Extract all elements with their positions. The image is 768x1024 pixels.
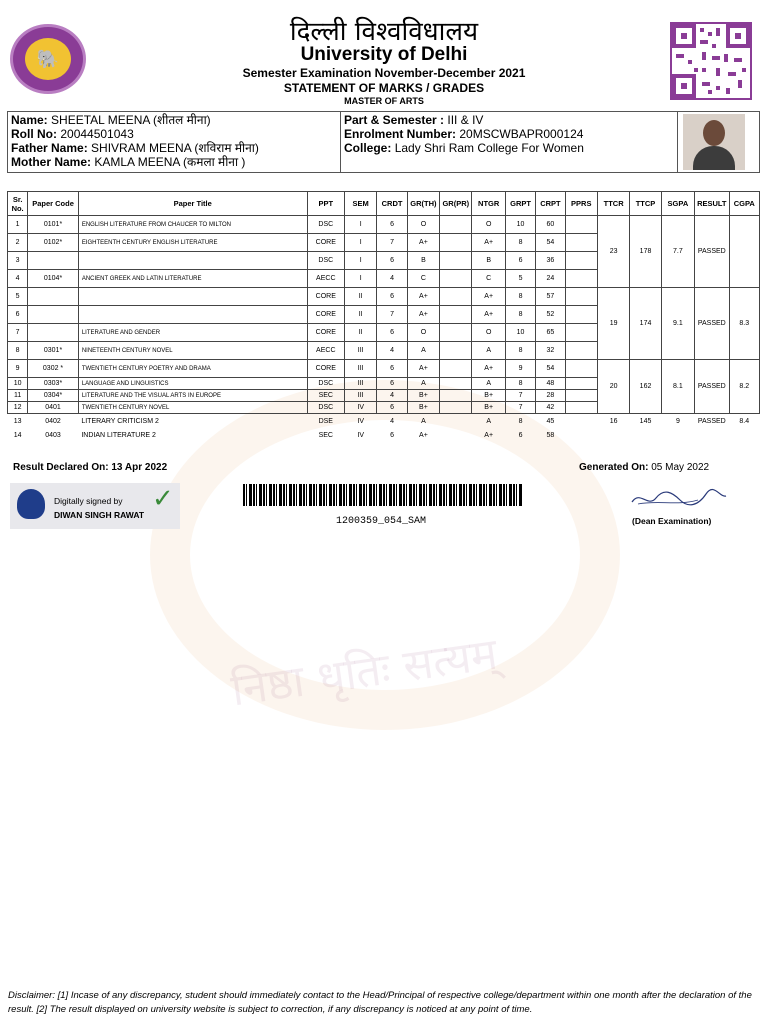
cell-grth: A+ <box>407 288 439 306</box>
cell-ppt: SEC <box>307 390 344 402</box>
exam-session: Semester Examination November-December 2021 <box>242 66 526 80</box>
cell-pprs <box>565 324 597 342</box>
column-header: Paper Title <box>78 192 307 216</box>
university-name-hindi: दिल्ली विश्वविधालय <box>289 17 479 47</box>
cell-code: 0402 <box>45 417 61 425</box>
mother-row: Mother Name: KAMLA MEENA (कमला मीना ) <box>11 155 246 169</box>
cell-title: LITERARY CRITICISM 2 <box>81 417 159 425</box>
cell-crpt: 32 <box>536 342 565 360</box>
cell-crdt: 4 <box>377 270 407 288</box>
cell-sr: 9 <box>8 360 28 378</box>
column-header: SEM <box>345 192 377 216</box>
cell-ppt: CORE <box>307 288 344 306</box>
cell-ppt: CORE <box>307 306 344 324</box>
cell-grpt: 10 <box>505 216 535 234</box>
student-photo <box>683 114 745 170</box>
cell-grth: C <box>407 270 439 288</box>
part-semester: III & IV <box>447 113 484 127</box>
college-row: College: Lady Shri Ram College For Women <box>344 141 584 155</box>
cell-grpt: 8 <box>505 342 535 360</box>
cell-sr: 8 <box>8 342 28 360</box>
cell-grth: O <box>407 216 439 234</box>
column-header: CRPT <box>536 192 565 216</box>
cell-grpt: 7 <box>505 402 535 414</box>
cell-grth: A+ <box>407 306 439 324</box>
cell-crpt: 54 <box>536 360 565 378</box>
cell-title: ENGLISH LITERATURE FROM CHAUCER TO MILTON <box>78 216 307 234</box>
table-row <box>8 288 760 306</box>
cell-ntgr: A <box>472 342 505 360</box>
cell-ppt: DSE <box>318 417 333 425</box>
programme-name: MASTER OF ARTS <box>344 96 424 106</box>
cell-ppt: DSC <box>307 402 344 414</box>
cell-ntgr: B+ <box>472 402 505 414</box>
cell-sem: I <box>345 270 377 288</box>
dean-label: (Dean Examination) <box>632 516 712 526</box>
summary-sgpa: 9.1 <box>661 288 694 360</box>
cell-grpr <box>440 324 472 342</box>
cell-sem: II <box>345 324 377 342</box>
column-header: NTGR <box>472 192 505 216</box>
cell-crdt: 7 <box>377 306 407 324</box>
barcode <box>243 484 523 506</box>
summary-result: PASSED <box>695 360 729 414</box>
summary-ttcr: 20 <box>597 360 629 414</box>
cell-pprs <box>565 360 597 378</box>
cell-grth: A+ <box>407 234 439 252</box>
cell-pprs <box>565 252 597 270</box>
cell-sr: 11 <box>8 390 28 402</box>
cell-crdt: 4 <box>390 417 394 425</box>
cell-code <box>28 324 79 342</box>
cell-title: LITERATURE AND GENDER <box>78 324 307 342</box>
cell-grth: A+ <box>407 360 439 378</box>
student-info-panel <box>7 111 760 173</box>
cell-ntgr: A+ <box>472 306 505 324</box>
digital-signature-box <box>10 483 180 529</box>
summary-sgpa: 7.7 <box>661 216 694 288</box>
cell-crpt: 48 <box>536 378 565 390</box>
cell-ppt: AECC <box>307 270 344 288</box>
cell-code <box>28 252 79 270</box>
cell-ntgr: B+ <box>472 390 505 402</box>
cell-pprs <box>565 234 597 252</box>
summary-cgpa: 8.3 <box>729 288 760 360</box>
summary-cgpa: 8.4 <box>739 417 750 425</box>
cell-sr: 2 <box>8 234 28 252</box>
summary-result: PASSED <box>695 288 729 360</box>
cell-crdt: 6 <box>377 378 407 390</box>
cell-title <box>78 306 307 324</box>
cell-sem: IV <box>357 431 364 439</box>
cell-crdt: 6 <box>377 360 407 378</box>
cell-code: 0304* <box>28 390 79 402</box>
cell-pprs <box>565 390 597 402</box>
cell-code: 0403 <box>45 431 61 439</box>
column-header: Sr. No. <box>8 192 28 216</box>
watermark-motto: निष्ठा धृतिः सत्यम् <box>228 628 501 717</box>
cell-grpr <box>440 270 472 288</box>
cell-grpr <box>440 306 472 324</box>
cell-title: LANGUAGE AND LINGUISTICS <box>78 378 307 390</box>
cell-grpt: 9 <box>505 360 535 378</box>
statement-title: STATEMENT OF MARKS / GRADES <box>283 81 485 95</box>
college-name: Lady Shri Ram College For Women <box>394 141 584 155</box>
summary-ttcp: 178 <box>630 216 661 288</box>
cell-ppt: CORE <box>307 360 344 378</box>
cell-sem: I <box>345 234 377 252</box>
cell-title <box>78 288 307 306</box>
cell-crdt: 6 <box>390 431 394 439</box>
summary-ttcr <box>597 428 629 442</box>
cell-ntgr: O <box>472 216 505 234</box>
cell-grpr <box>440 288 472 306</box>
column-header: Paper Code <box>28 192 79 216</box>
cell-pprs <box>565 342 597 360</box>
cell-ntgr: A <box>486 417 492 425</box>
cell-grpt: 6 <box>505 252 535 270</box>
dean-signature <box>628 488 728 510</box>
cell-ppt: SEC <box>318 431 333 439</box>
cell-pprs <box>565 216 597 234</box>
cell-grth: B+ <box>407 402 439 414</box>
cell-crpt: 28 <box>536 390 565 402</box>
elephant-emblem-icon: 🐘 <box>25 38 71 80</box>
cell-sem: IV <box>345 402 377 414</box>
summary-ttcr: 19 <box>597 288 629 360</box>
cell-crdt: 4 <box>377 390 407 402</box>
cell-crpt: 60 <box>536 216 565 234</box>
cell-grpr <box>440 252 472 270</box>
cell-crpt: 57 <box>536 288 565 306</box>
cell-code: 0301* <box>28 342 79 360</box>
cell-ntgr: A+ <box>484 431 494 439</box>
cell-sr: 13 <box>13 417 22 425</box>
roll-number: 20044501043 <box>60 127 134 141</box>
cell-pprs <box>565 288 597 306</box>
cell-code <box>28 288 79 306</box>
cell-title: LITERATURE AND THE VISUAL ARTS IN EUROPE <box>78 390 307 402</box>
cell-title: INDIAN LITERATURE 2 <box>81 431 156 439</box>
cell-sem: I <box>345 252 377 270</box>
cell-grpt: 10 <box>505 324 535 342</box>
table-row <box>8 428 760 442</box>
cell-grpt: 8 <box>505 378 535 390</box>
cell-ntgr: A+ <box>472 288 505 306</box>
summary-ttcp: 162 <box>630 360 661 414</box>
cell-crpt: 24 <box>536 270 565 288</box>
marks-table <box>7 191 760 442</box>
cell-title: TWENTIETH CENTURY POETRY AND DRAMA <box>78 360 307 378</box>
cell-crpt: 45 <box>546 417 555 425</box>
cell-grpr <box>440 216 472 234</box>
column-header: RESULT <box>695 192 729 216</box>
summary-result: PASSED <box>697 417 726 425</box>
cell-sem: II <box>345 306 377 324</box>
table-row <box>8 360 760 378</box>
cell-sem: I <box>345 216 377 234</box>
cell-grpr <box>440 402 472 414</box>
cell-crpt: 36 <box>536 252 565 270</box>
cell-sr: 3 <box>8 252 28 270</box>
cell-crpt: 52 <box>536 306 565 324</box>
table-row <box>8 216 760 234</box>
cell-sr: 5 <box>8 288 28 306</box>
cell-sem: IV <box>357 417 364 425</box>
summary-ttcr: 23 <box>597 216 629 288</box>
cell-code: 0303* <box>28 378 79 390</box>
summary-cgpa <box>729 216 760 288</box>
signer-name: DIWAN SINGH RAWAT <box>54 510 145 520</box>
cell-grth: O <box>407 324 439 342</box>
mother-name: KAMLA MEENA (कमला मीना ) <box>94 155 246 169</box>
cell-sr: 10 <box>8 378 28 390</box>
column-header: PPT <box>307 192 344 216</box>
cell-grpt: 6 <box>518 431 523 439</box>
cell-pprs <box>565 306 597 324</box>
summary-sgpa: 8.1 <box>661 360 694 414</box>
cell-crdt: 6 <box>377 252 407 270</box>
cell-pprs <box>565 378 597 390</box>
summary-cgpa: 8.2 <box>729 360 760 414</box>
column-header: SGPA <box>661 192 694 216</box>
cell-code: 0101* <box>28 216 79 234</box>
cell-grpr <box>440 428 472 442</box>
summary-ttcr: 16 <box>609 417 618 425</box>
cell-grth: B+ <box>407 390 439 402</box>
cell-sr: 14 <box>13 431 22 439</box>
cell-grpr <box>440 390 472 402</box>
cell-ntgr: A+ <box>472 360 505 378</box>
cell-crdt: 6 <box>377 324 407 342</box>
cell-ppt: DSC <box>307 216 344 234</box>
cell-grth: A+ <box>419 431 428 439</box>
verified-seal-icon <box>17 489 45 519</box>
cell-crpt: 58 <box>546 431 555 439</box>
cell-ntgr: A+ <box>472 234 505 252</box>
cell-grpr <box>440 342 472 360</box>
cell-sem: III <box>345 360 377 378</box>
cell-sem: III <box>345 378 377 390</box>
summary-ttcp <box>630 428 661 442</box>
cell-code: 0302 * <box>28 360 79 378</box>
cell-sr: 7 <box>8 324 28 342</box>
cell-ntgr: A <box>472 378 505 390</box>
cell-title: TWENTIETH CENTURY NOVEL <box>78 402 307 414</box>
cell-ppt: DSC <box>307 378 344 390</box>
cell-ppt: DSC <box>307 252 344 270</box>
cell-grth: A <box>407 342 439 360</box>
summary-result <box>695 428 729 442</box>
cell-code: 0104* <box>28 270 79 288</box>
disclaimer: Disclaimer: [1] Incase of any discrepancy, student should immediately contact to the Head/Principal of respective college/department within one month after the declaration of the result. [2] The result displayed on university website is subject to correction, if any discrepancy is noticed at any point of time. <box>8 990 752 1015</box>
cell-title <box>78 252 307 270</box>
cell-pprs <box>565 270 597 288</box>
cell-title: ANCIENT GREEK AND LATIN LITERATURE <box>78 270 307 288</box>
cell-crdt: 7 <box>377 234 407 252</box>
cell-crdt: 6 <box>377 288 407 306</box>
cell-code: 0401 <box>28 402 79 414</box>
summary-cgpa <box>729 428 760 442</box>
column-header: TTCR <box>597 192 629 216</box>
checkmark-icon: ✓ <box>152 483 174 513</box>
part-row: Part & Semester : III & IV <box>344 113 484 127</box>
cell-grpr <box>440 234 472 252</box>
cell-sr: 6 <box>8 306 28 324</box>
cell-code: 0102* <box>28 234 79 252</box>
cell-grpt: 8 <box>505 288 535 306</box>
cell-grpt: 8 <box>505 306 535 324</box>
summary-result: PASSED <box>695 216 729 288</box>
student-name-row: Name: SHEETAL MEENA (शीतल मीना) <box>11 113 211 127</box>
summary-sgpa <box>661 428 694 442</box>
enrolment-row: Enrolment Number: 20MSCWBAPR000124 <box>344 127 584 141</box>
column-header: CGPA <box>729 192 760 216</box>
table-header-row <box>8 192 760 216</box>
father-row: Father Name: SHIVRAM MEENA (शविराम मीना) <box>11 141 259 155</box>
cell-grth: A <box>407 378 439 390</box>
column-header: PPRS <box>565 192 597 216</box>
signed-by-label: Digitally signed by <box>54 496 123 506</box>
cell-ntgr: O <box>472 324 505 342</box>
table-row <box>8 414 760 429</box>
cell-crdt: 4 <box>377 342 407 360</box>
column-header: CRDT <box>377 192 407 216</box>
column-header: GRPT <box>505 192 535 216</box>
result-declared: Result Declared On: 13 Apr 2022 <box>13 462 168 473</box>
summary-ttcp: 145 <box>639 417 652 425</box>
cell-crpt: 42 <box>536 402 565 414</box>
cell-grpr <box>440 360 472 378</box>
cell-sem: II <box>345 288 377 306</box>
cell-grpt: 5 <box>505 270 535 288</box>
summary-sgpa: 9 <box>675 417 680 425</box>
cell-grth: A <box>421 417 426 425</box>
cell-grpr <box>440 378 472 390</box>
column-header: GR(PR) <box>440 192 472 216</box>
cell-sr: 1 <box>8 216 28 234</box>
cell-sr: 12 <box>8 402 28 414</box>
cell-grpt: 7 <box>505 390 535 402</box>
barcode-number: 1200359_054_SAM <box>336 516 427 527</box>
cell-title: NINETEENTH CENTURY NOVEL <box>78 342 307 360</box>
cell-ntgr: C <box>472 270 505 288</box>
cell-crdt: 6 <box>377 216 407 234</box>
cell-code <box>28 306 79 324</box>
cell-ntgr: B <box>472 252 505 270</box>
cell-grpr <box>440 414 472 429</box>
university-name: University of Delhi <box>300 44 468 65</box>
cell-ppt: CORE <box>307 234 344 252</box>
cell-sem: III <box>345 390 377 402</box>
cell-title: EIGHTEENTH CENTURY ENGLISH LITERATURE <box>78 234 307 252</box>
student-name: SHEETAL MEENA (शीतल मीना) <box>51 113 211 127</box>
cell-crdt: 6 <box>377 402 407 414</box>
summary-ttcp: 174 <box>630 288 661 360</box>
column-header: GR(TH) <box>407 192 439 216</box>
roll-row: Roll No: 20044501043 <box>11 127 134 141</box>
cell-sem: III <box>345 342 377 360</box>
cell-grpt: 8 <box>518 417 523 425</box>
cell-crpt: 65 <box>536 324 565 342</box>
cell-grth: B <box>407 252 439 270</box>
generated-on: Generated On: 05 May 2022 <box>579 462 710 473</box>
enrolment-number: 20MSCWBAPR000124 <box>459 127 584 141</box>
cell-pprs <box>565 402 597 414</box>
cell-sr: 4 <box>8 270 28 288</box>
column-header: TTCP <box>630 192 661 216</box>
father-name: SHIVRAM MEENA (शविराम मीना) <box>91 141 259 155</box>
cell-ppt: AECC <box>307 342 344 360</box>
cell-grpt: 8 <box>505 234 535 252</box>
cell-ppt: CORE <box>307 324 344 342</box>
generated-date: 05 May 2022 <box>651 462 710 473</box>
cell-crpt: 54 <box>536 234 565 252</box>
